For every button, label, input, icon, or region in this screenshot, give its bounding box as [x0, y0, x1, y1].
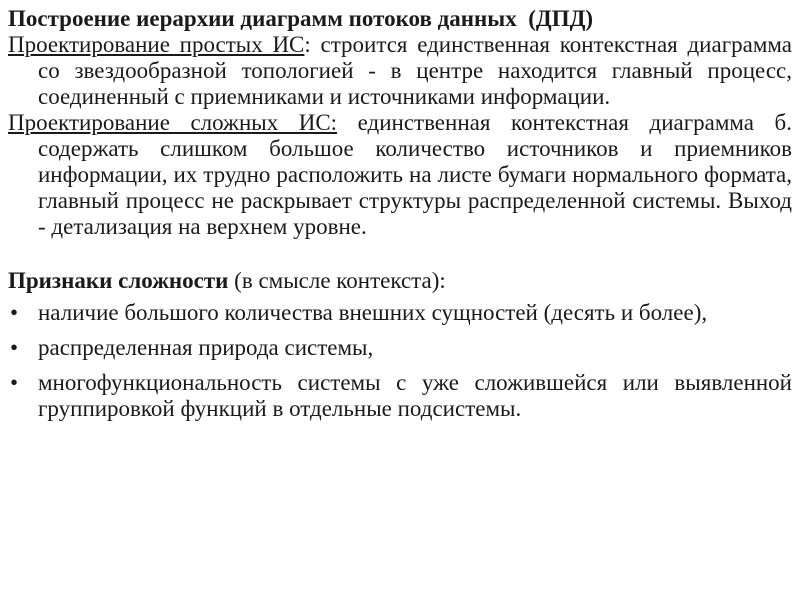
- bullet-icon: •: [10, 370, 19, 395]
- list-item-text: наличие большого количества внешних сущностей (десять и более),: [38, 300, 708, 325]
- list-item: [8, 335, 792, 361]
- paragraph-lead: Проектирование сложных ИС:: [8, 110, 338, 135]
- complexity-signs-heading-rest: (в смысле контекста):: [228, 268, 446, 293]
- list-item-text: распределенная природа системы,: [38, 335, 374, 360]
- paragraph-complex-systems: [8, 110, 792, 240]
- spacer: [8, 240, 792, 268]
- complexity-signs-heading-bold: Признаки сложности: [8, 268, 229, 293]
- complexity-signs-list: [8, 300, 792, 422]
- paragraph-simple-systems: [8, 32, 792, 110]
- paragraph-text: единственная контекстная диаграмма б. содержать слишком большое количество источников и приемников информации, их трудно расположить на листе бумаги нормального формата, главный процесс не раскрывает структуры распределенной системы. Выход - детализация на верхнем уровне.: [38, 110, 792, 239]
- list-item: [8, 300, 792, 326]
- list-item: [8, 370, 792, 422]
- paragraph-lead: Проектирование простых ИС: [8, 32, 305, 57]
- slide: [8, 0, 792, 431]
- list-item-text: многофункциональность системы с уже сложившейся или выявленной группировкой функций в отдельные подсистемы.: [38, 370, 792, 421]
- complexity-signs-heading: [8, 268, 792, 294]
- bullet-icon: •: [10, 300, 19, 325]
- slide-title: Построение иерархии диаграмм потоков данных (ДПД): [8, 6, 594, 31]
- bullet-icon: •: [10, 335, 19, 360]
- paragraph-text: : строится единственная контекстная диаграмма со звездообразной топологией - в центре находится главный процесс, соединенный с приемниками и источниками информации.: [38, 32, 792, 109]
